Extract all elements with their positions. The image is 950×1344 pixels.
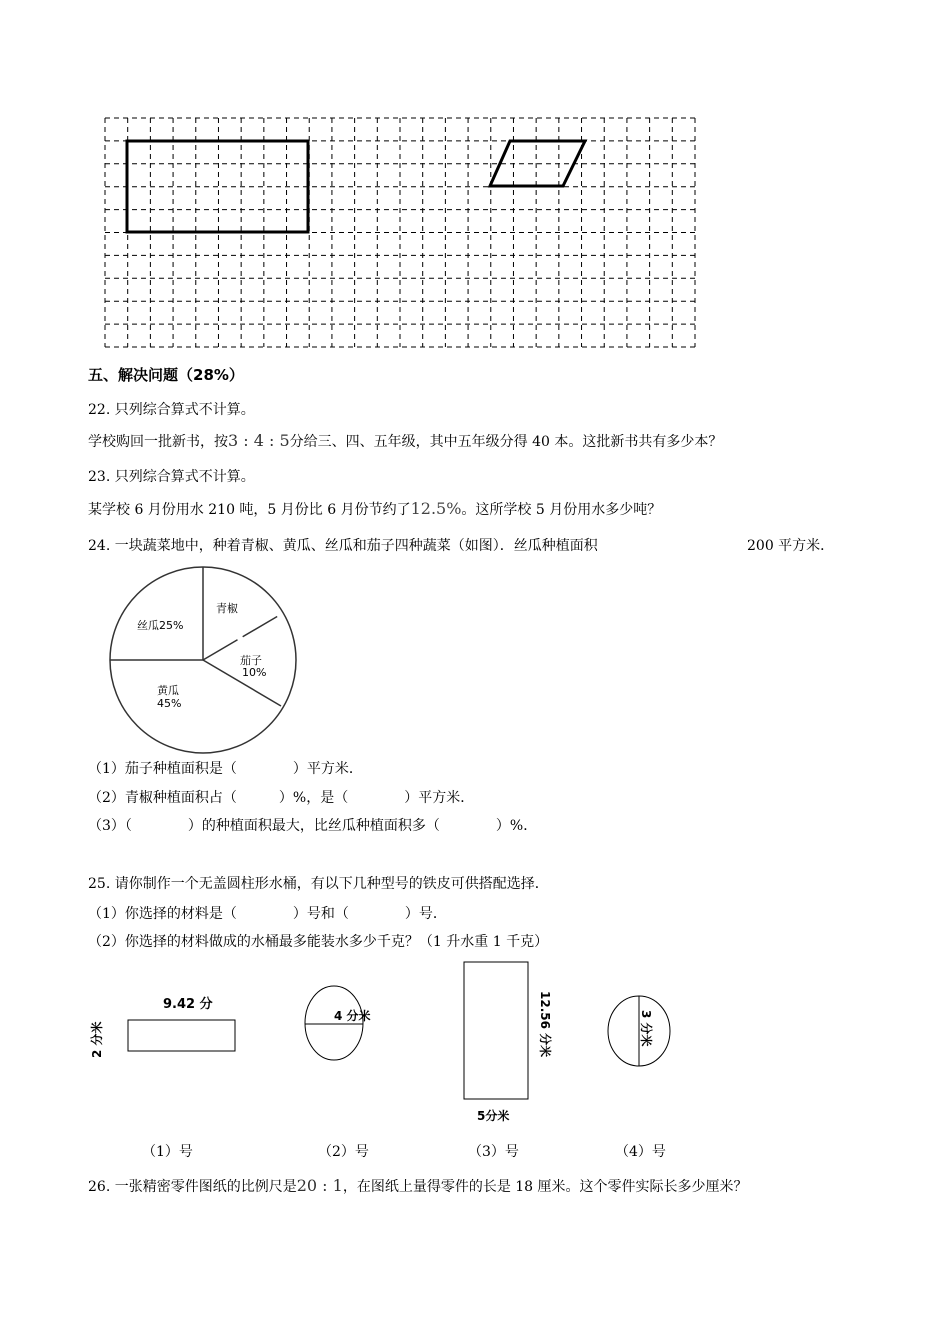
q24-head-b: 200 平方米．: [747, 538, 835, 554]
material-label-2: （2）号: [318, 1144, 369, 1160]
q26-body: 26. 一张精密零件图纸的比例尺是20 : 1，在图纸上量得零件的长是 18 厘米。这个零件实际长多少厘米？: [88, 1176, 748, 1195]
m1-side-label: 2 分米: [90, 1021, 104, 1058]
q23-head: 23. 只列综合算式不计算。: [88, 469, 255, 485]
material-1-rect: [128, 1020, 235, 1051]
m4-label: 3 分米: [639, 1010, 653, 1047]
q24-sub1: （1）茄子种植面积是（ ）平方米．: [88, 761, 363, 777]
q25-sub1: （1）你选择的材料是（ ）号和（ ）号．: [88, 906, 447, 922]
section-title: 五、解决问题（28%）: [88, 366, 244, 384]
pie-pct-huanggua: 45%: [157, 697, 182, 710]
q25-head: 25. 请你制作一个无盖圆柱形水桶，有以下几种型号的铁皮可供搭配选择．: [88, 876, 549, 892]
m3-bottom-label: 5分米: [477, 1109, 510, 1123]
q22-body: 学校购回一批新书，按3 : 4 : 5分给三、四、五年级，其中五年级分得 40 本。这批新书共有多少本？: [88, 431, 723, 450]
q24-sub3: （3）（ ）的种植面积最大，比丝瓜种植面积多（ ）%．: [88, 818, 538, 834]
pie-label-qiezi: 茄子: [240, 654, 262, 667]
q24-sub2: （2）青椒种植面积占（ ）%，是（ ）平方米．: [88, 790, 475, 806]
material-label-4: （4）号: [615, 1144, 666, 1160]
m1-top-label: 9.42 分: [163, 997, 213, 1012]
m3-side-label: 12.56 分米: [538, 991, 552, 1058]
pie-label-sigua: 丝瓜25%: [137, 619, 184, 632]
pie-label-qingjiao: 青椒: [216, 602, 238, 615]
q24-head: 24. 一块蔬菜地中，种着青椒、黄瓜、丝瓜和茄子四种蔬菜（如图）．丝瓜种植面积: [88, 538, 598, 554]
pie-label-huanggua: 黄瓜: [157, 684, 179, 697]
q25-sub2: （2）你选择的材料做成的水桶最多能装水多少千克？（1 升水重 1 千克）: [88, 934, 549, 950]
pie-chart: [110, 567, 296, 753]
pie-pct-qiezi: 10%: [242, 666, 267, 679]
q22-head: 22. 只列综合算式不计算。: [88, 402, 255, 418]
q23-body: 某学校 6 月份用水 210 吨，5 月份比 6 月份节约了12.5%。这所学校 5 月份用水多少吨？: [88, 499, 662, 518]
material-label-1: （1）号: [142, 1144, 193, 1160]
m2-label: 4 分米: [334, 1009, 371, 1023]
material-label-3: （3）号: [468, 1144, 519, 1160]
material-3-rect: [464, 962, 528, 1099]
